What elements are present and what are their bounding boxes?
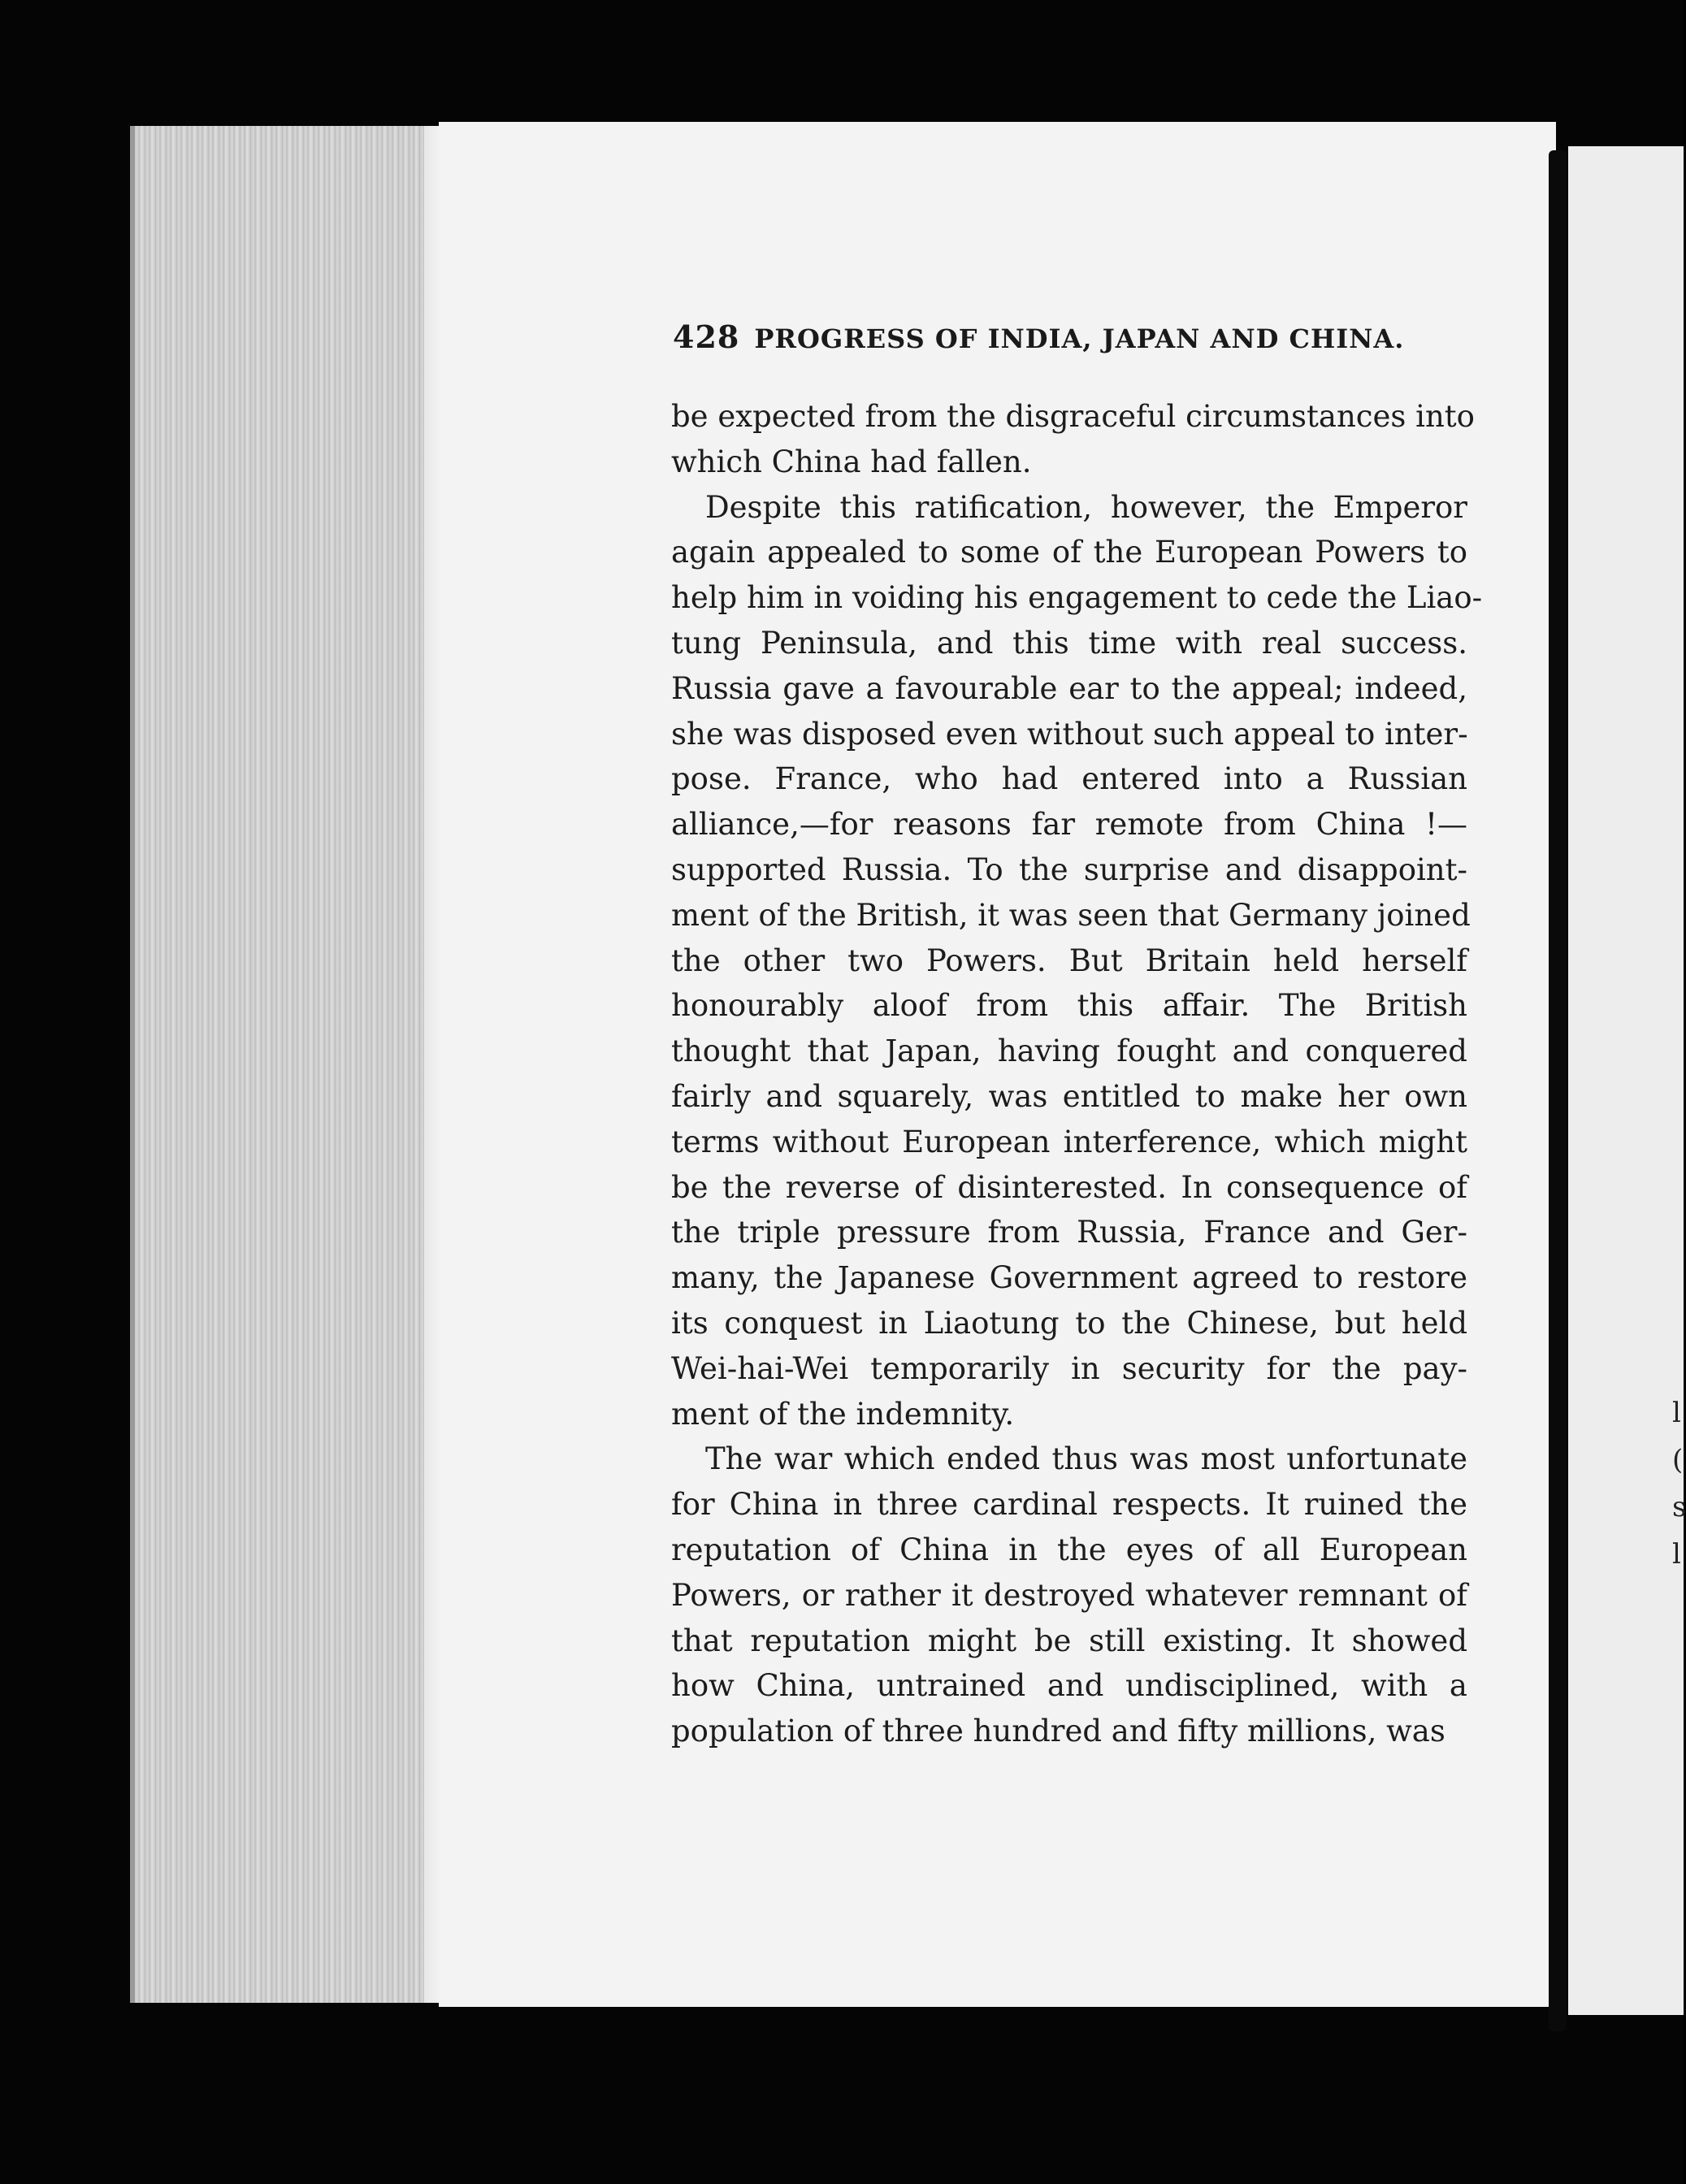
page-stack-edge xyxy=(130,126,444,2003)
paragraph xyxy=(671,485,1483,1437)
text-line: again appealed to some of the European Powers to xyxy=(671,535,1467,570)
text-line: for China in three cardinal respects. It ruined the xyxy=(671,1487,1467,1523)
opposite-page xyxy=(1568,146,1684,2015)
text-line: be expected from the disgraceful circumstances into xyxy=(671,399,1475,434)
text-line: Russia gave a favourable ear to the appeal; indeed, xyxy=(671,670,1467,706)
running-title: PROGRESS OF INDIA, JAPAN AND CHINA. xyxy=(754,323,1405,354)
text-line: that reputation might be still existing. It showed xyxy=(671,1623,1467,1658)
text-line: Despite this ratification, however, the Emperor xyxy=(705,489,1467,525)
text-line: reputation of China in the eyes of all European xyxy=(671,1532,1467,1567)
body-text xyxy=(671,394,1483,1754)
text-line: pose. France, who had entered into a Russian xyxy=(671,761,1467,797)
paragraph xyxy=(671,394,1475,485)
text-line: she was disposed even without such appeal to inter- xyxy=(671,716,1468,752)
opposite-page-text-fragments xyxy=(1672,1389,1684,1578)
text-line: alliance,—for reasons far remote from China !— xyxy=(671,807,1467,843)
text-line: many, the Japanese Government agreed to restore xyxy=(671,1260,1467,1296)
text-line: fairly and squarely, was entitled to make her own xyxy=(671,1078,1467,1114)
text-line: thought that Japan, having fought and conquered xyxy=(671,1034,1467,1069)
opposite-page-fragment: ( xyxy=(1672,1444,1684,1476)
text-line: honourably aloof from this affair. The British xyxy=(671,988,1467,1024)
text-line: the triple pressure from Russia, France and Ger- xyxy=(671,1215,1467,1250)
text-line: The war which ended thus was most unfortunate xyxy=(705,1441,1467,1477)
text-line: be the reverse of disinterested. In consequence of xyxy=(671,1169,1467,1205)
paragraph xyxy=(671,1436,1467,1754)
text-line: its conquest in Liaotung to the Chinese, but held xyxy=(671,1305,1467,1341)
text-line: tung Peninsula, and this time with real success. xyxy=(671,625,1467,661)
opposite-page-fragment: l xyxy=(1672,1538,1681,1571)
text-line: Wei-hai-Wei temporarily in security for the pay- xyxy=(671,1350,1467,1386)
text-line: terms without European interference, which might xyxy=(671,1124,1467,1159)
text-line: which China had fallen. xyxy=(671,444,1032,479)
text-line: Powers, or rather it destroyed whatever remnant of xyxy=(671,1577,1467,1613)
text-line: ment of the indemnity. xyxy=(671,1396,1015,1432)
gutter-shadow xyxy=(1549,150,1567,2031)
text-line: how China, untrained and undisciplined, with a xyxy=(671,1668,1467,1704)
page-number: 428 xyxy=(673,318,740,355)
opposite-page-fragment: s xyxy=(1672,1491,1686,1523)
text-line: supported Russia. To the surprise and disappoint- xyxy=(671,852,1467,887)
running-head xyxy=(673,318,1404,367)
text-line: the other two Powers. But Britain held herself xyxy=(671,942,1467,978)
text-line: ment of the British, it was seen that Germany joined xyxy=(671,897,1471,933)
text-line: help him in voiding his engagement to cede the Liao- xyxy=(671,580,1483,616)
opposite-page-fragment: l xyxy=(1672,1397,1681,1429)
text-line: population of three hundred and fifty millions, was xyxy=(671,1714,1445,1749)
